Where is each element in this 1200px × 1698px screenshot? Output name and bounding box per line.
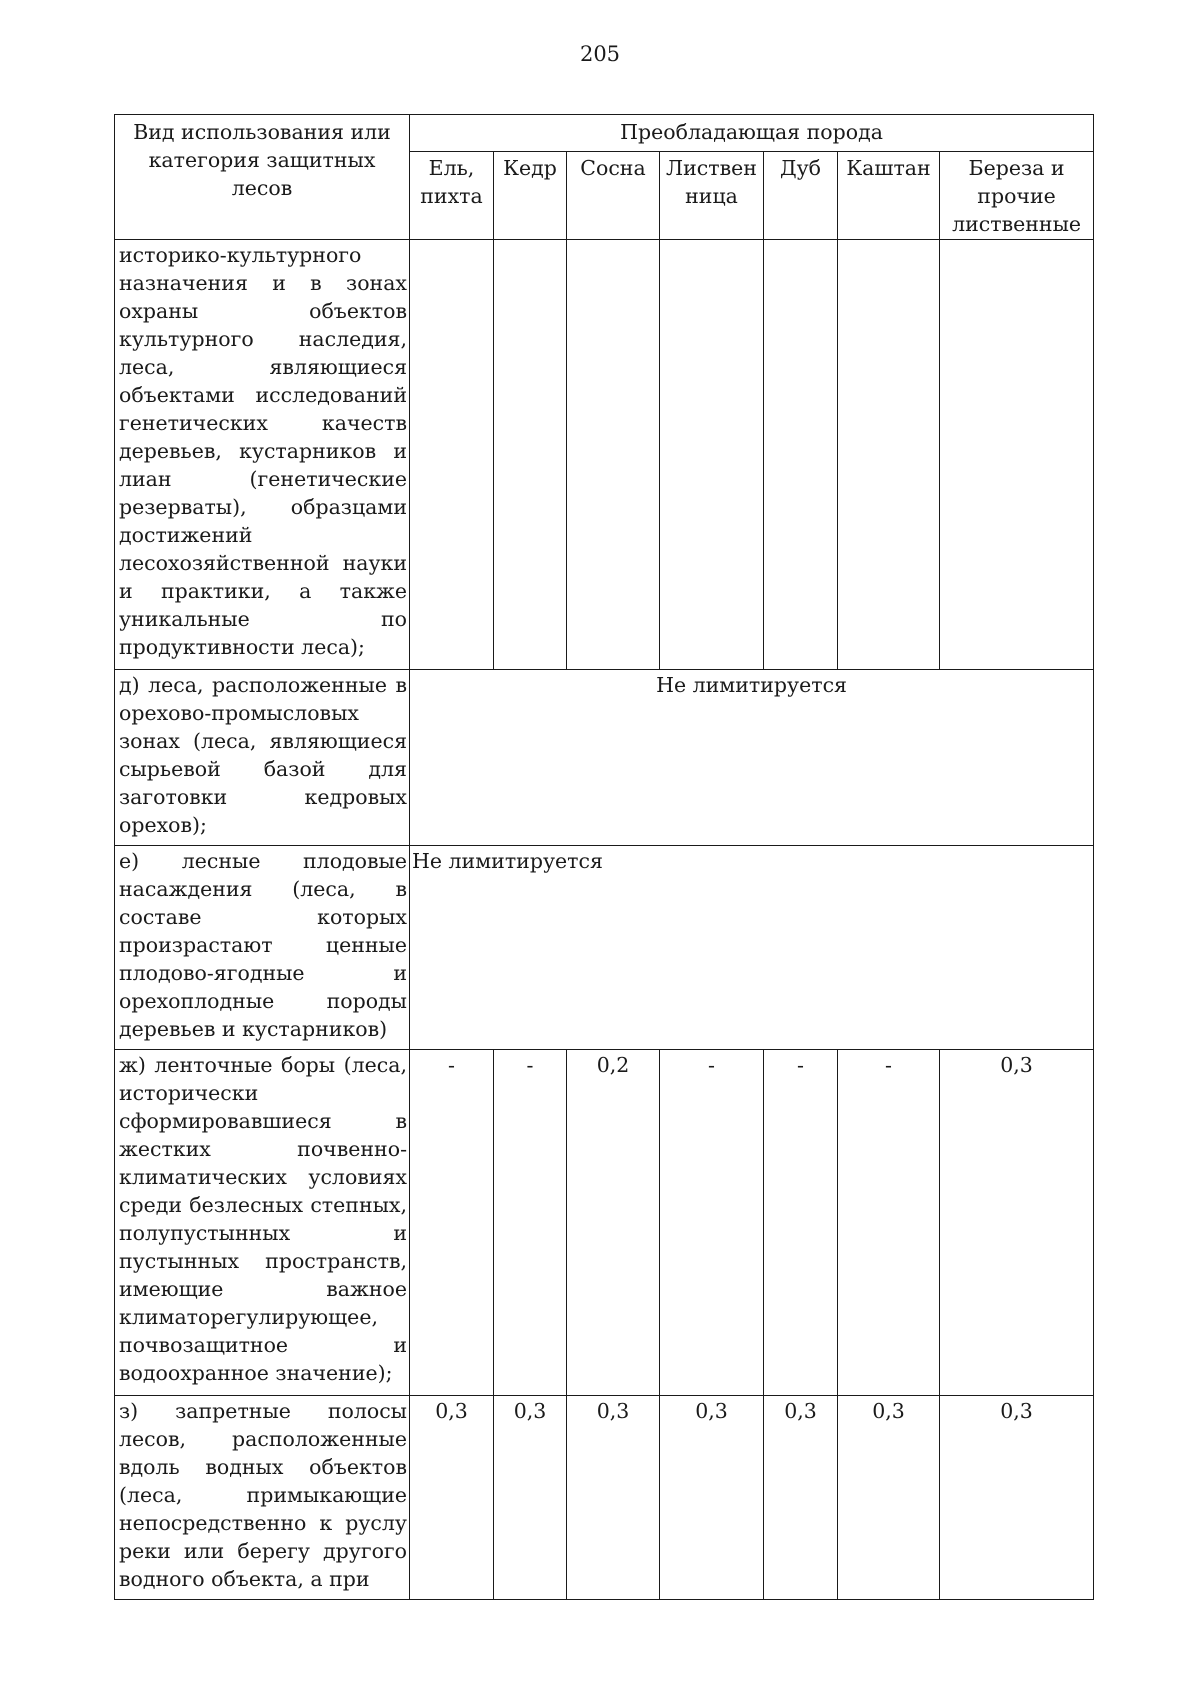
header-usage-category: Вид использования или категория защитных лесов <box>115 115 410 240</box>
value-cell: 0,3 <box>660 1396 764 1600</box>
value-cell: - <box>494 1050 567 1396</box>
value-cell: - <box>764 1050 838 1396</box>
table-header-row <box>115 115 1094 152</box>
not-limited-cell: Не лимитируется <box>410 670 1094 846</box>
page-number: 205 <box>579 42 621 66</box>
row-description: е) лесные плодовые насаждения (леса, в составе которых произрастают ценные плодово-ягодные и орехоплодные породы деревьев и кустарников) <box>115 846 410 1050</box>
table-row <box>115 670 1094 846</box>
value-cell <box>838 240 940 670</box>
value-cell <box>660 240 764 670</box>
value-cell: 0,3 <box>940 1050 1094 1396</box>
value-cell: - <box>660 1050 764 1396</box>
value-cell: 0,3 <box>567 1396 660 1600</box>
value-cell: 0,3 <box>838 1396 940 1600</box>
table-row <box>115 240 1094 670</box>
header-species-birch-other: Береза и прочие лиственные <box>940 152 1094 240</box>
value-cell: 0,3 <box>410 1396 494 1600</box>
table-row <box>115 846 1094 1050</box>
value-cell <box>940 240 1094 670</box>
header-species-larch: Листвен ница <box>660 152 764 240</box>
header-species-oak: Дуб <box>764 152 838 240</box>
value-cell <box>410 240 494 670</box>
value-cell: - <box>410 1050 494 1396</box>
value-cell: 0,3 <box>940 1396 1094 1600</box>
header-dominant-species: Преобладающая порода <box>410 115 1094 152</box>
header-species-spruce-fir: Ель, пихта <box>410 152 494 240</box>
row-description: ж) ленточные боры (леса, исторически сформировавшиеся в жестких почвенно-климатических условиях среди безлесных степных, полупустынных и пустынных пространств, имеющие важное климаторегулирующее, почвозащитное и водоохранное значение); <box>115 1050 410 1396</box>
value-cell: - <box>838 1050 940 1396</box>
value-cell: 0,2 <box>567 1050 660 1396</box>
table-row <box>115 1396 1094 1600</box>
header-species-chestnut: Каштан <box>838 152 940 240</box>
header-species-pine: Сосна <box>567 152 660 240</box>
value-cell: 0,3 <box>494 1396 567 1600</box>
forest-use-table <box>114 114 1094 1600</box>
row-description: з) запретные полосы лесов, расположенные вдоль водных объектов (леса, примыкающие непосредственно к руслу реки или берегу другого водного объекта, а при <box>115 1396 410 1600</box>
row-description: историко-культурного назначения и в зонах охраны объектов культурного наследия, леса, являющиеся объектами исследований генетических качеств деревьев, кустарников и лиан (генетические резерваты), образцами достижений лесохозяйственной науки и практики, а также уникальные по продуктивности леса); <box>115 240 410 670</box>
not-limited-cell: Не лимитируется <box>410 846 1094 1050</box>
value-cell: 0,3 <box>764 1396 838 1600</box>
value-cell <box>494 240 567 670</box>
header-species-cedar: Кедр <box>494 152 567 240</box>
row-description: д) леса, расположенные в орехово-промысловых зонах (леса, являющиеся сырьевой базой для заготовки кедровых орехов); <box>115 670 410 846</box>
value-cell <box>567 240 660 670</box>
value-cell <box>764 240 838 670</box>
table-row <box>115 1050 1094 1396</box>
